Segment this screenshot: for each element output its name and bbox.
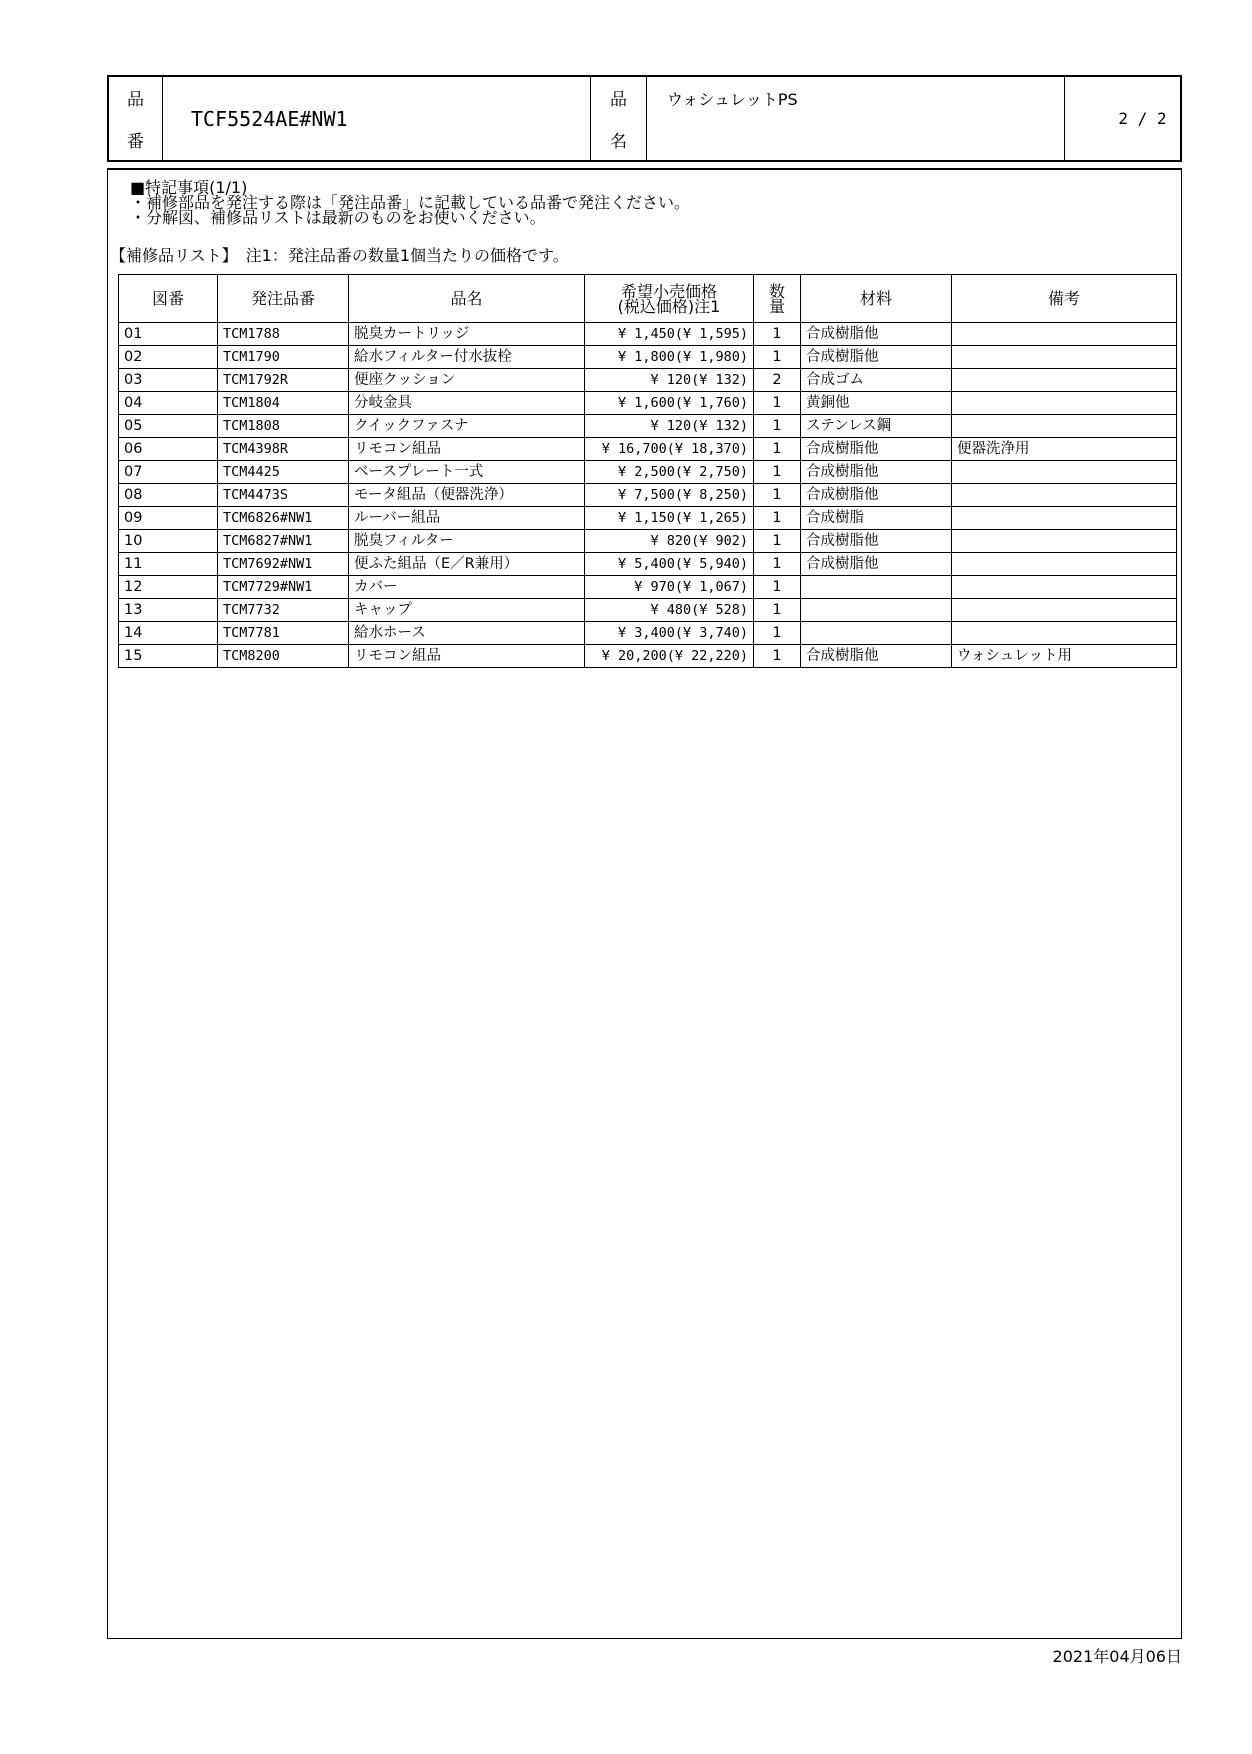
cell-part-name: 給水フィルター付水抜栓 bbox=[349, 346, 585, 369]
table-row bbox=[119, 369, 1177, 392]
cell-remarks: 便器洗浄用 bbox=[952, 438, 1177, 461]
table-row bbox=[119, 323, 1177, 346]
cell-qty: 1 bbox=[754, 576, 801, 599]
table-row bbox=[119, 576, 1177, 599]
cell-order-number: TCM1808 bbox=[218, 415, 349, 438]
cell-material: 黄銅他 bbox=[801, 392, 952, 415]
cell-qty: 1 bbox=[754, 599, 801, 622]
cell-price: ¥ 1,150(¥ 1,265) bbox=[585, 507, 754, 530]
cell-part-name: ルーバー組品 bbox=[349, 507, 585, 530]
table-row bbox=[119, 599, 1177, 622]
table-row bbox=[119, 346, 1177, 369]
cell-price: ¥ 3,400(¥ 3,740) bbox=[585, 622, 754, 645]
table-row bbox=[119, 530, 1177, 553]
table-row bbox=[119, 645, 1177, 668]
cell-qty: 2 bbox=[754, 369, 801, 392]
header-part-name: 品名 bbox=[349, 275, 585, 323]
cell-part-name: リモコン組品 bbox=[349, 438, 585, 461]
document-header bbox=[107, 75, 1182, 162]
cell-qty: 1 bbox=[754, 415, 801, 438]
cell-order-number: TCM4473S bbox=[218, 484, 349, 507]
cell-price: ¥ 20,200(¥ 22,220) bbox=[585, 645, 754, 668]
cell-order-number: TCM8200 bbox=[218, 645, 349, 668]
cell-material: 合成樹脂 bbox=[801, 507, 952, 530]
cell-qty: 1 bbox=[754, 553, 801, 576]
cell-order-number: TCM4425 bbox=[218, 461, 349, 484]
table-row bbox=[119, 484, 1177, 507]
cell-fig: 01 bbox=[119, 323, 218, 346]
cell-remarks bbox=[952, 415, 1177, 438]
cell-remarks bbox=[952, 622, 1177, 645]
cell-qty: 1 bbox=[754, 392, 801, 415]
cell-price: ¥ 7,500(¥ 8,250) bbox=[585, 484, 754, 507]
cell-qty: 1 bbox=[754, 461, 801, 484]
table-row bbox=[119, 438, 1177, 461]
header-qty: 数 量 bbox=[754, 275, 801, 323]
cell-price: ¥ 120(¥ 132) bbox=[585, 369, 754, 392]
cell-qty: 1 bbox=[754, 645, 801, 668]
notes-title: ■特記事項(1/1) bbox=[130, 178, 248, 197]
cell-fig: 08 bbox=[119, 484, 218, 507]
cell-order-number: TCM1792R bbox=[218, 369, 349, 392]
cell-fig: 02 bbox=[119, 346, 218, 369]
cell-price: ¥ 1,450(¥ 1,595) bbox=[585, 323, 754, 346]
issue-date: 2021年04月06日 bbox=[1052, 1647, 1182, 1666]
table-row bbox=[119, 622, 1177, 645]
cell-order-number: TCM6827#NW1 bbox=[218, 530, 349, 553]
cell-part-name: クイックファスナ bbox=[349, 415, 585, 438]
cell-remarks bbox=[952, 576, 1177, 599]
table-row bbox=[119, 415, 1177, 438]
notes-line: ・補修部品を発注する際は「発注品番」に記載している品番で発注ください。 bbox=[130, 193, 691, 212]
cell-price: ¥ 480(¥ 528) bbox=[585, 599, 754, 622]
cell-qty: 1 bbox=[754, 507, 801, 530]
cell-price: ¥ 1,600(¥ 1,760) bbox=[585, 392, 754, 415]
cell-order-number: TCM1788 bbox=[218, 323, 349, 346]
cell-order-number: TCM1804 bbox=[218, 392, 349, 415]
cell-material: 合成樹脂他 bbox=[801, 323, 952, 346]
cell-part-name: ベースプレート一式 bbox=[349, 461, 585, 484]
cell-order-number: TCM4398R bbox=[218, 438, 349, 461]
parts-table bbox=[118, 274, 1177, 668]
cell-material: 合成樹脂他 bbox=[801, 346, 952, 369]
cell-fig: 15 bbox=[119, 645, 218, 668]
cell-part-name: 脱臭フィルター bbox=[349, 530, 585, 553]
cell-fig: 14 bbox=[119, 622, 218, 645]
header-fig: 図番 bbox=[119, 275, 218, 323]
cell-part-name: 脱臭カートリッジ bbox=[349, 323, 585, 346]
header-price: 希望小売価格 (税込価格)注1 bbox=[585, 275, 754, 323]
cell-part-name: 便座クッション bbox=[349, 369, 585, 392]
cell-material: 合成樹脂他 bbox=[801, 484, 952, 507]
cell-part-name: カバー bbox=[349, 576, 585, 599]
cell-order-number: TCM7781 bbox=[218, 622, 349, 645]
table-header-row bbox=[119, 275, 1177, 323]
cell-order-number: TCM7692#NW1 bbox=[218, 553, 349, 576]
cell-qty: 1 bbox=[754, 438, 801, 461]
special-notes bbox=[130, 180, 690, 225]
cell-remarks bbox=[952, 484, 1177, 507]
cell-fig: 07 bbox=[119, 461, 218, 484]
cell-material bbox=[801, 622, 952, 645]
table-row bbox=[119, 392, 1177, 415]
cell-fig: 06 bbox=[119, 438, 218, 461]
table-row bbox=[119, 461, 1177, 484]
cell-order-number: TCM6826#NW1 bbox=[218, 507, 349, 530]
cell-fig: 05 bbox=[119, 415, 218, 438]
cell-remarks bbox=[952, 530, 1177, 553]
cell-qty: 1 bbox=[754, 323, 801, 346]
header-remarks: 備考 bbox=[952, 275, 1177, 323]
cell-fig: 09 bbox=[119, 507, 218, 530]
cell-qty: 1 bbox=[754, 346, 801, 369]
cell-price: ¥ 820(¥ 902) bbox=[585, 530, 754, 553]
page-number: 2 / 2 bbox=[1118, 109, 1167, 128]
cell-remarks: ウォシュレット用 bbox=[952, 645, 1177, 668]
cell-part-name: リモコン組品 bbox=[349, 645, 585, 668]
cell-qty: 1 bbox=[754, 530, 801, 553]
cell-remarks bbox=[952, 553, 1177, 576]
cell-material: 合成樹脂他 bbox=[801, 461, 952, 484]
cell-material bbox=[801, 576, 952, 599]
cell-part-name: キャップ bbox=[349, 599, 585, 622]
product-name-label: 品 名 bbox=[591, 77, 647, 160]
cell-remarks bbox=[952, 392, 1177, 415]
product-code-label: 品 番 bbox=[109, 77, 163, 160]
product-code: TCF5524AE#NW1 bbox=[163, 77, 591, 160]
cell-price: ¥ 5,400(¥ 5,940) bbox=[585, 553, 754, 576]
cell-fig: 13 bbox=[119, 599, 218, 622]
cell-remarks bbox=[952, 507, 1177, 530]
notes-line: ・分解図、補修品リストは最新のものをお使いください。 bbox=[130, 208, 546, 227]
cell-fig: 10 bbox=[119, 530, 218, 553]
cell-material: 合成樹脂他 bbox=[801, 530, 952, 553]
cell-fig: 11 bbox=[119, 553, 218, 576]
cell-remarks bbox=[952, 323, 1177, 346]
cell-price: ¥ 16,700(¥ 18,370) bbox=[585, 438, 754, 461]
cell-material bbox=[801, 599, 952, 622]
cell-material: ステンレス鋼 bbox=[801, 415, 952, 438]
cell-price: ¥ 2,500(¥ 2,750) bbox=[585, 461, 754, 484]
cell-material: 合成ゴム bbox=[801, 369, 952, 392]
table-row bbox=[119, 553, 1177, 576]
cell-fig: 03 bbox=[119, 369, 218, 392]
cell-part-name: 分岐金具 bbox=[349, 392, 585, 415]
cell-remarks bbox=[952, 461, 1177, 484]
cell-price: ¥ 120(¥ 132) bbox=[585, 415, 754, 438]
cell-material: 合成樹脂他 bbox=[801, 645, 952, 668]
parts-list-heading: 【補修品リスト】 注1：発注品番の数量1個当たりの価格です。 bbox=[110, 246, 569, 265]
cell-part-name: 給水ホース bbox=[349, 622, 585, 645]
cell-qty: 1 bbox=[754, 622, 801, 645]
cell-qty: 1 bbox=[754, 484, 801, 507]
cell-part-name: 便ふた組品（E／R兼用） bbox=[349, 553, 585, 576]
cell-fig: 04 bbox=[119, 392, 218, 415]
table-row bbox=[119, 507, 1177, 530]
product-name: ウォシュレットPS bbox=[647, 77, 1065, 160]
cell-remarks bbox=[952, 346, 1177, 369]
cell-remarks bbox=[952, 369, 1177, 392]
cell-order-number: TCM1790 bbox=[218, 346, 349, 369]
header-material: 材料 bbox=[801, 275, 952, 323]
cell-part-name: モータ組品（便器洗浄） bbox=[349, 484, 585, 507]
cell-price: ¥ 970(¥ 1,067) bbox=[585, 576, 754, 599]
parts-table-body bbox=[119, 323, 1177, 668]
cell-material: 合成樹脂他 bbox=[801, 553, 952, 576]
cell-order-number: TCM7729#NW1 bbox=[218, 576, 349, 599]
cell-price: ¥ 1,800(¥ 1,980) bbox=[585, 346, 754, 369]
cell-material: 合成樹脂他 bbox=[801, 438, 952, 461]
cell-remarks bbox=[952, 599, 1177, 622]
cell-order-number: TCM7732 bbox=[218, 599, 349, 622]
cell-fig: 12 bbox=[119, 576, 218, 599]
header-order-number: 発注品番 bbox=[218, 275, 349, 323]
